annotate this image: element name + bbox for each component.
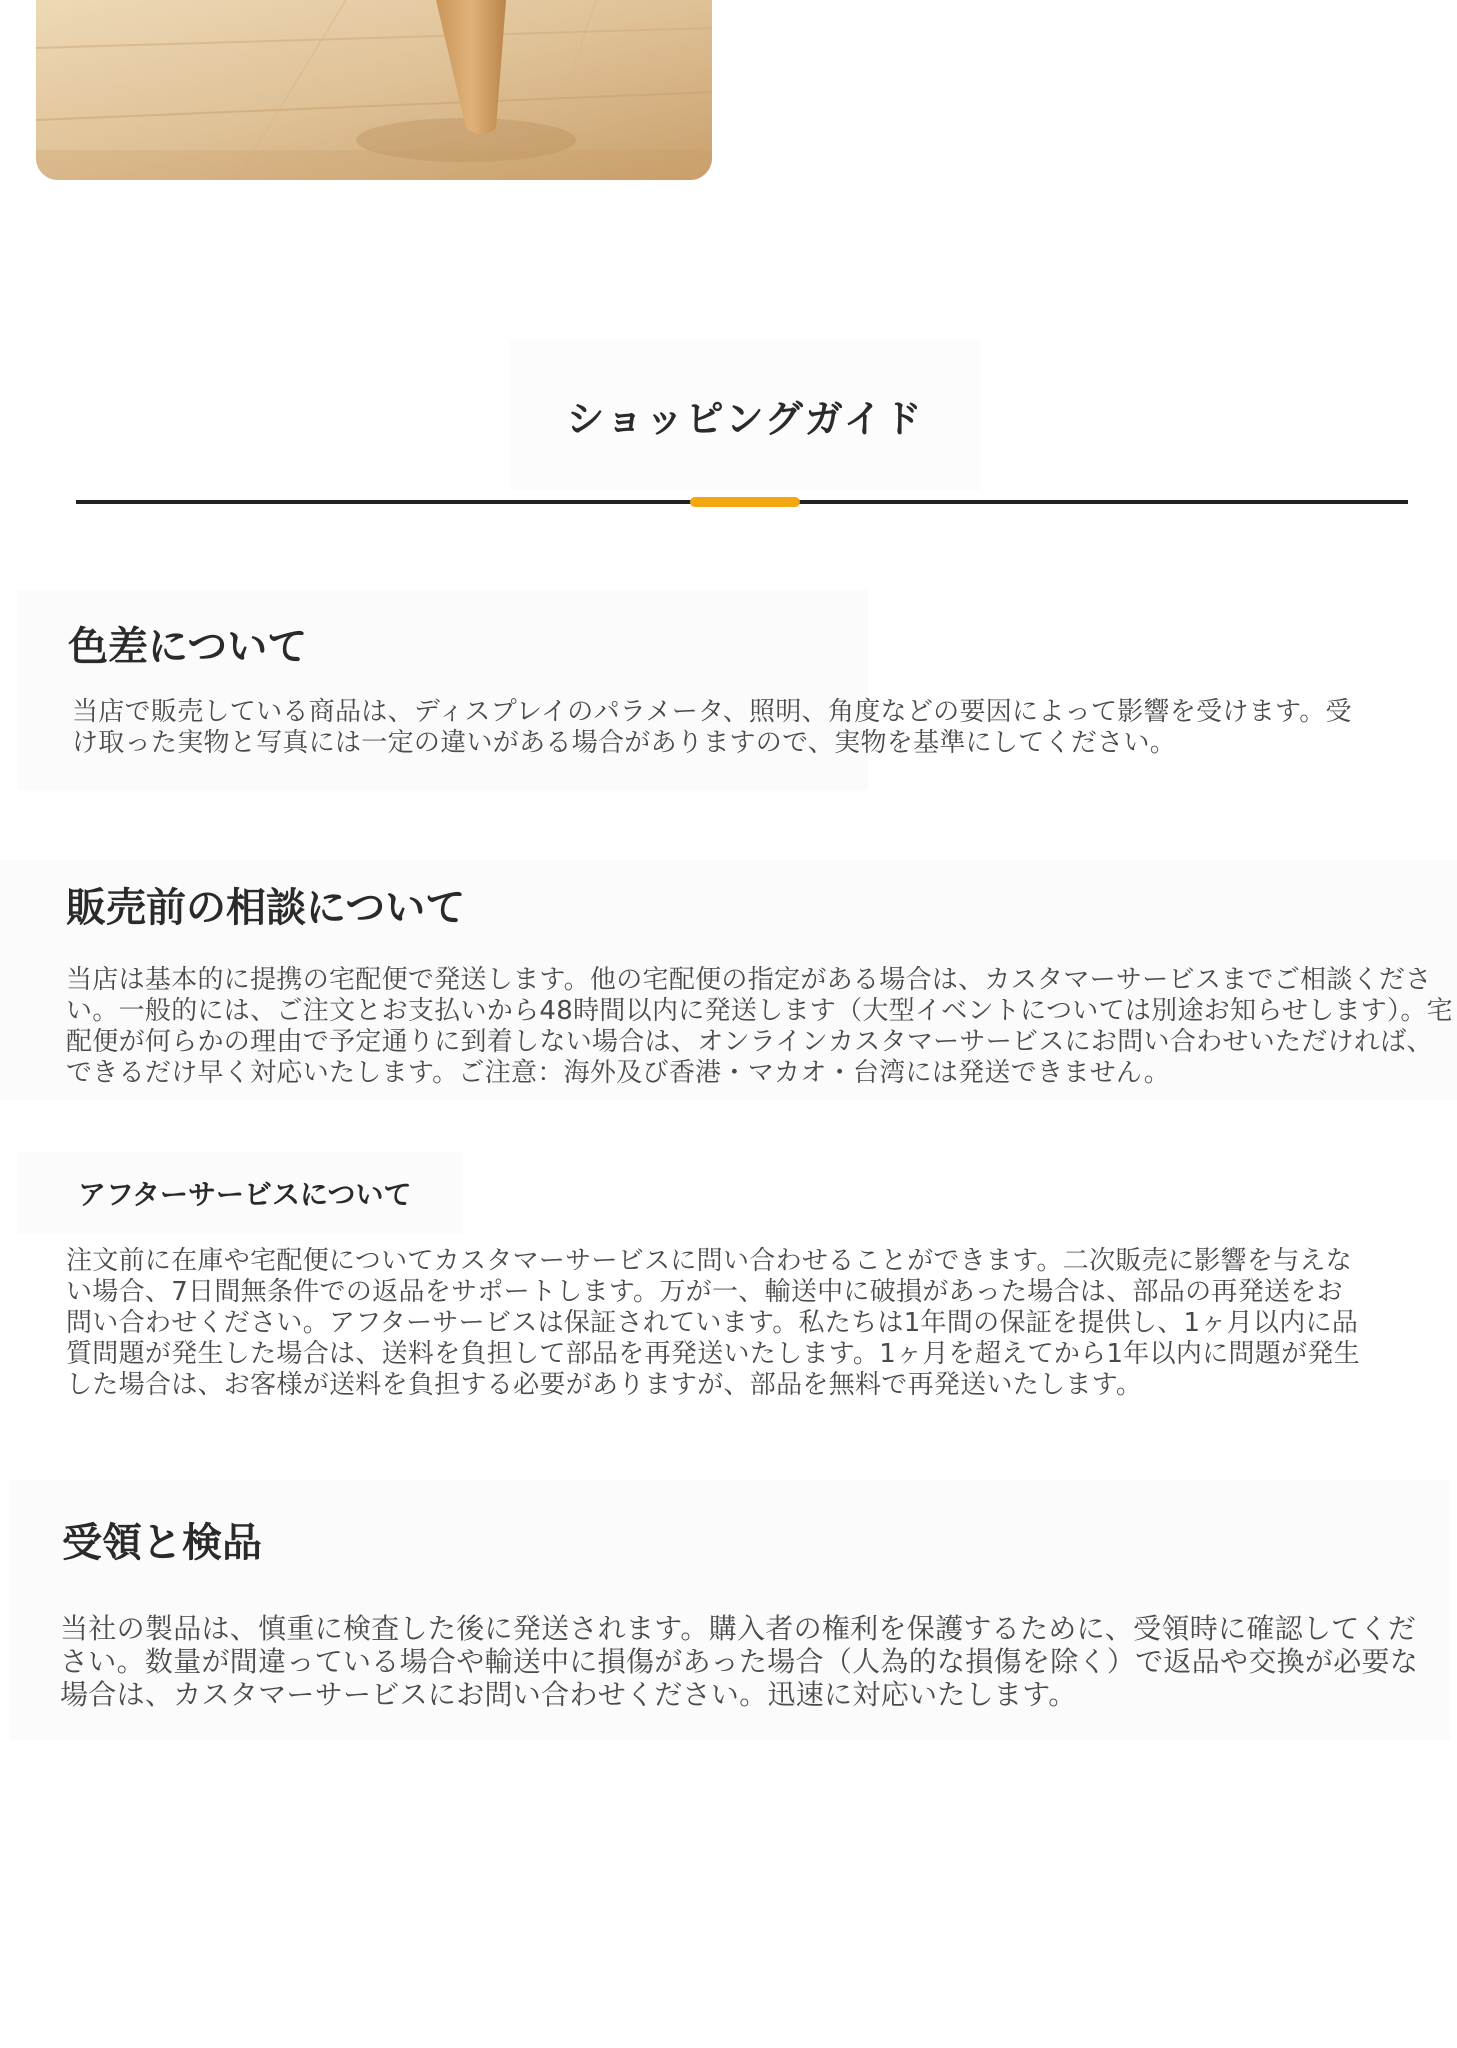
section-heading-receipt-inspection: 受領と検品 [62, 1520, 262, 1566]
section-body-after-sales: 注文前に在庫や宅配便についてカスタマーサービスに問い合わせることができます。二次販売に影響を与えない場合、7日間無条件での返品をサポートします。万が一、輸送中に破損があった場合は、部品の再発送をお問い合わせください。アフターサービスは保証されています。私たちは1年間の保証を提供し、1ヶ月以内に品質問題が発生した場合は、送料を負担して部品を再発送いたします。1ヶ月を超えてから1年以内に問題が発生した場合は、お客様が送料を負担する必要がありますが、部品を無料で再発送いたします。 [66, 1246, 1361, 1400]
section-body-presale-consultation: 当店は基本的に提携の宅配便で発送します。他の宅配便の指定がある場合は、カスタマーサービスまでご相談ください。一般的には、ご注文とお支払いから48時間以内に発送します（大型イベントについては別途お知らせします）。宅配便が何らかの理由で予定通りに到着しない場合は、オンラインカスタマーサービスにお問い合わせいただければ、できるだけ早く対応いたします。ご注意：海外及び香港・マカオ・台湾には発送できません。 [66, 965, 1453, 1088]
section-heading-presale-consultation: 販売前の相談について [66, 885, 466, 931]
title-divider-accent [690, 497, 800, 507]
section-heading-color-difference: 色差について [68, 624, 308, 670]
product-photo [36, 0, 712, 180]
section-heading-after-sales: アフターサービスについて [78, 1178, 412, 1211]
page-title: ショッピングガイド [510, 340, 980, 490]
section-body-color-difference: 当店で販売している商品は、ディスプレイのパラメータ、照明、角度などの要因によって影響を受けます。受け取った実物と写真には一定の違いがある場合がありますので、実物を基準にしてください。 [72, 697, 1352, 758]
section-body-receipt-inspection: 当社の製品は、慎重に検査した後に発送されます。購入者の権利を保護するために、受領時に確認してください。数量が間違っている場合や輸送中に損傷があった場合（人為的な損傷を除く）で返品や交換が必要な場合は、カスタマーサービスにお問い合わせください。迅速に対応いたします。 [60, 1612, 1419, 1711]
